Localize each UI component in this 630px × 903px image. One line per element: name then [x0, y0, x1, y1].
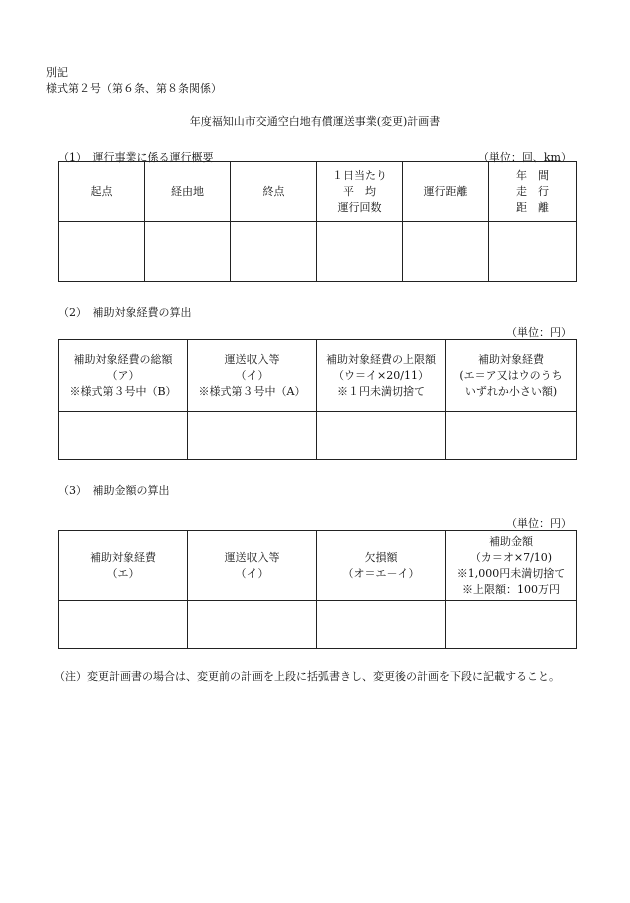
header-annual-distance — [489, 162, 577, 222]
appendix-label: 別記 — [46, 66, 68, 79]
section1-unit: （単位：回、km） — [477, 151, 572, 164]
header-line: 補助金額 — [489, 534, 533, 548]
table-cell[interactable] — [59, 601, 188, 649]
footnote: （注）変更計画書の場合は、変更前の計画を上段に括弧書きし、変更後の計画を下段に記載すること。 — [54, 670, 560, 683]
table-cell[interactable] — [446, 412, 577, 460]
header-line: 運送収入等 — [224, 550, 280, 564]
header-line: ※様式第３号中（B） — [69, 384, 177, 398]
header-line: （カ＝オ×7/10) — [469, 550, 553, 564]
header-total-cost — [59, 340, 188, 412]
table-cell[interactable] — [59, 222, 145, 282]
table-row — [59, 412, 577, 460]
header-revenue — [188, 531, 317, 601]
header-via: 経由地 — [145, 162, 231, 222]
header-line: いずれか小さい額) — [464, 384, 558, 398]
table-cell[interactable] — [489, 222, 577, 282]
header-line: 補助対象経費 — [90, 550, 156, 564]
header-line: （ウ＝イ×20/11） — [333, 368, 429, 382]
table-row — [59, 222, 577, 282]
document-title: 年度福知山市交通空白地有償運送事業(変更)計画書 — [189, 115, 441, 128]
table-cell[interactable] — [145, 222, 231, 282]
header-cost-limit — [317, 340, 446, 412]
table-cell[interactable] — [403, 222, 489, 282]
table-cell[interactable] — [317, 412, 446, 460]
table-cell[interactable] — [188, 412, 317, 460]
table-cell[interactable] — [231, 222, 317, 282]
header-line: 補助対象経費 — [478, 352, 544, 366]
header-start: 起点 — [59, 162, 145, 222]
header-target-cost — [59, 531, 188, 601]
table-header-row — [59, 531, 577, 601]
section2-unit: （単位：円） — [506, 326, 572, 339]
header-line: ※上限額：100万円 — [462, 582, 560, 596]
header-line: 平 均 — [343, 184, 376, 198]
header-line: １日当たり — [332, 168, 387, 182]
header-distance: 運行距離 — [403, 162, 489, 222]
header-line: 補助対象経費の総額 — [73, 352, 173, 366]
section3-unit: （単位：円） — [506, 517, 572, 530]
section2-heading: （2） 補助対象経費の算出 — [58, 306, 192, 319]
subsidy-target-cost-table — [58, 339, 577, 460]
header-target-cost — [446, 340, 577, 412]
header-line: (エ＝ア又はウのうち — [459, 368, 563, 382]
header-line: 距 離 — [516, 200, 549, 214]
header-daily-average-trips — [317, 162, 403, 222]
header-line: 年 間 — [516, 168, 549, 182]
header-line: 走 行 — [516, 184, 549, 198]
header-line: （ア） — [106, 368, 140, 382]
header-line: ※1,000円未満切捨て — [456, 566, 566, 580]
header-subsidy-amount — [446, 531, 577, 601]
header-line: ※１円未満切捨て — [337, 384, 425, 398]
header-line: ※様式第３号中（A） — [198, 384, 306, 398]
header-line: 運送収入等 — [224, 352, 280, 366]
subsidy-amount-table — [58, 530, 577, 649]
header-line: （イ） — [235, 566, 269, 580]
table-row — [59, 601, 577, 649]
header-line: 補助対象経費の上限額 — [326, 352, 436, 366]
header-deficit — [317, 531, 446, 601]
table-cell[interactable] — [59, 412, 188, 460]
header-line: （イ） — [235, 368, 269, 382]
table-cell[interactable] — [317, 601, 446, 649]
table-header-row — [59, 340, 577, 412]
header-line: 運行回数 — [337, 200, 382, 214]
header-revenue — [188, 340, 317, 412]
table-cell[interactable] — [446, 601, 577, 649]
form-number: 様式第２号（第６条、第８条関係） — [46, 82, 222, 95]
table-header-row — [59, 162, 577, 222]
operation-overview-table — [58, 161, 577, 282]
header-line: （オ＝エ－イ） — [342, 566, 420, 580]
header-line: （エ） — [106, 566, 140, 580]
header-end: 終点 — [231, 162, 317, 222]
header-line: 欠損額 — [364, 550, 398, 564]
section1-heading: （1） 運行事業に係る運行概要 — [58, 151, 214, 164]
table-cell[interactable] — [188, 601, 317, 649]
table-cell[interactable] — [317, 222, 403, 282]
section3-heading: （3） 補助金額の算出 — [58, 484, 170, 497]
